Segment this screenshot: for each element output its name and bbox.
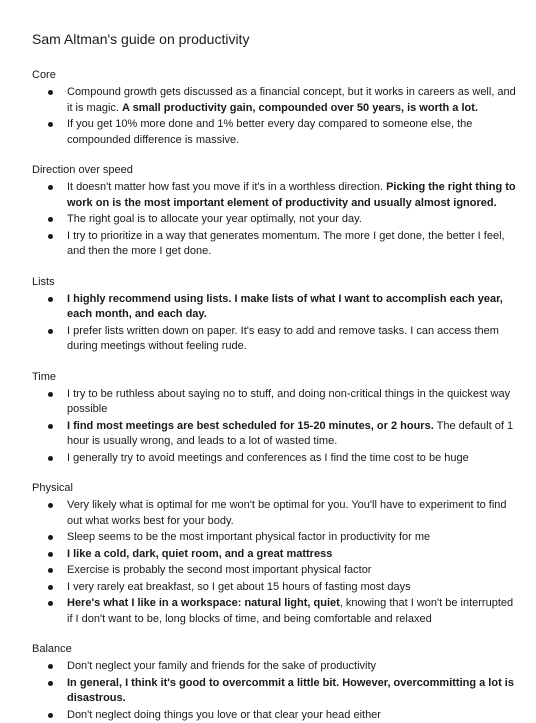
section-heading: Balance — [32, 642, 516, 657]
section-heading: Core — [32, 68, 516, 83]
list-item — [32, 229, 516, 260]
bullet-icon — [48, 392, 53, 397]
bullet-icon — [48, 601, 53, 606]
section-core — [32, 68, 516, 148]
body-text: Very likely what is optimal for me won't be optimal for you. You'll have to experiment to find out what works best for your body. — [67, 499, 507, 527]
list-item — [32, 498, 516, 529]
bullet-list — [32, 292, 516, 355]
body-text: The right goal is to allocate your year optimally, not your day. — [67, 213, 362, 225]
body-text: I prefer lists written down on paper. It's easy to add and remove tasks. I can access them during meetings without feeling rude. — [67, 325, 499, 353]
document-title: Sam Altman's guide on productivity — [32, 30, 516, 48]
list-item — [32, 547, 516, 563]
section-direction-over-speed — [32, 163, 516, 260]
bullet-icon — [48, 456, 53, 461]
bold-text: Picking the right thing to work on is the most important element of productivity and usually almost ignored. — [67, 181, 516, 209]
bold-text: A small productivity gain, compounded over 50 years, is worth a lot. — [122, 102, 478, 114]
bold-text: I find most meetings are best scheduled for 15-20 minutes, or 2 hours. — [67, 420, 434, 432]
list-item — [32, 676, 516, 707]
bold-text: I highly recommend using lists. I make lists of what I want to accomplish each year, each month, and each day. — [67, 293, 503, 321]
list-item — [32, 212, 516, 228]
body-text: I try to be ruthless about saying no to stuff, and doing non-critical things in the quickest way possible — [67, 388, 510, 416]
body-text: The default of 1 hour is usually wrong, and leads to a lot of wasted time. — [67, 420, 513, 448]
section-heading: Direction over speed — [32, 163, 516, 178]
list-item — [32, 419, 516, 450]
bold-text: I like a cold, dark, quiet room, and a great mattress — [67, 548, 332, 560]
list-item — [32, 451, 516, 467]
list-item — [32, 324, 516, 355]
bullet-list — [32, 659, 516, 723]
bullet-list — [32, 387, 516, 467]
bullet-icon — [48, 681, 53, 686]
bullet-icon — [48, 713, 53, 718]
body-text: Sleep seems to be the most important physical factor in productivity for me — [67, 531, 430, 543]
list-item — [32, 117, 516, 148]
bullet-icon — [48, 552, 53, 557]
list-item — [32, 563, 516, 579]
bullet-icon — [48, 90, 53, 95]
bullet-icon — [48, 185, 53, 190]
list-item — [32, 596, 516, 627]
bullet-icon — [48, 503, 53, 508]
section-heading: Physical — [32, 481, 516, 496]
list-item — [32, 659, 516, 675]
bold-text: Here's what I like in a workspace: natural light, quiet — [67, 597, 340, 609]
section-balance — [32, 642, 516, 723]
section-time — [32, 370, 516, 467]
bullet-icon — [48, 424, 53, 429]
section-lists — [32, 275, 516, 355]
bullet-icon — [48, 297, 53, 302]
list-item — [32, 85, 516, 116]
bullet-icon — [48, 234, 53, 239]
body-text: Exercise is probably the second most important physical factor — [67, 564, 371, 576]
section-heading: Time — [32, 370, 516, 385]
body-text: I very rarely eat breakfast, so I get about 15 hours of fasting most days — [67, 581, 411, 593]
body-text: If you get 10% more done and 1% better every day compared to someone else, the compounded difference is massive. — [67, 118, 472, 146]
bullet-icon — [48, 122, 53, 127]
body-text: I try to prioritize in a way that generates momentum. The more I get done, the better I feel, and then the more I get done. — [67, 230, 505, 258]
body-text: Compound growth gets discussed as a financial concept, but it works in careers as well, and it is magic. — [67, 86, 516, 114]
body-text: Don't neglect your family and friends for the sake of productivity — [67, 660, 376, 672]
list-item — [32, 292, 516, 323]
bullet-list — [32, 85, 516, 148]
bullet-icon — [48, 535, 53, 540]
body-text: , knowing that I won't be interrupted if I don't want to be, long blocks of time, and being comfortable and relaxed — [67, 597, 513, 625]
section-heading: Lists — [32, 275, 516, 290]
section-physical — [32, 481, 516, 627]
list-item — [32, 580, 516, 596]
document-body — [32, 68, 516, 723]
bullet-icon — [48, 585, 53, 590]
list-item — [32, 387, 516, 418]
bullet-icon — [48, 568, 53, 573]
body-text: Don't neglect doing things you love or that clear your head either — [67, 709, 381, 721]
bold-text: In general, I think it's good to overcommit a little bit. However, overcommitting a lot is disastrous. — [67, 677, 514, 705]
bullet-icon — [48, 664, 53, 669]
body-text: It doesn't matter how fast you move if it's in a worthless direction. — [67, 181, 386, 193]
list-item — [32, 708, 516, 723]
bullet-icon — [48, 329, 53, 334]
bullet-list — [32, 498, 516, 627]
bullet-icon — [48, 217, 53, 222]
list-item — [32, 530, 516, 546]
body-text: I generally try to avoid meetings and conferences as I find the time cost to be huge — [67, 452, 469, 464]
list-item — [32, 180, 516, 211]
bullet-list — [32, 180, 516, 260]
